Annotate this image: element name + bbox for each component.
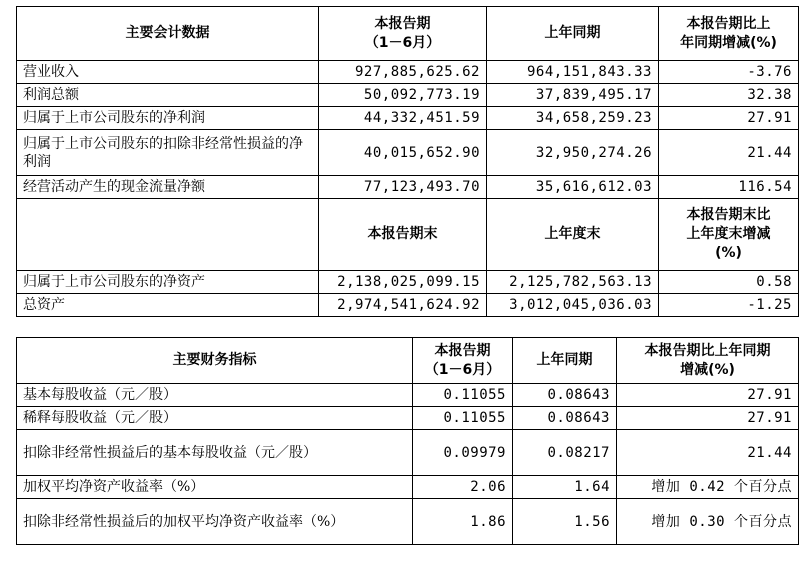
row-value: -1.25 bbox=[659, 294, 799, 317]
row-value: 0.08643 bbox=[513, 407, 617, 430]
subheader-cell: 上年度末 bbox=[487, 199, 659, 271]
row-value: 50,092,773.19 bbox=[319, 84, 487, 107]
row-value: 21.44 bbox=[659, 130, 799, 176]
table-row bbox=[17, 499, 799, 545]
subheader-row bbox=[17, 199, 799, 271]
subheader-cell bbox=[659, 199, 799, 271]
header-cell bbox=[659, 7, 799, 61]
header-row bbox=[17, 7, 799, 61]
row-value: 1.86 bbox=[413, 499, 513, 545]
row-value: 1.64 bbox=[513, 476, 617, 499]
row-value: 2,138,025,099.15 bbox=[319, 271, 487, 294]
row-value: 34,658,259.23 bbox=[487, 107, 659, 130]
row-value: 77,123,493.70 bbox=[319, 176, 487, 199]
row-value: 40,015,652.90 bbox=[319, 130, 487, 176]
row-value: 1.56 bbox=[513, 499, 617, 545]
row-value: 0.09979 bbox=[413, 430, 513, 476]
subheader-cell: 本报告期末 bbox=[319, 199, 487, 271]
row-value: 927,885,625.62 bbox=[319, 61, 487, 84]
row-label: 归属于上市公司股东的净利润 bbox=[17, 107, 319, 130]
header-cell bbox=[617, 338, 799, 384]
header-cell bbox=[319, 7, 487, 61]
row-value: 37,839,495.17 bbox=[487, 84, 659, 107]
row-label: 基本每股收益（元／股） bbox=[17, 384, 413, 407]
row-label: 扣除非经常性损益后的加权平均净资产收益率（%） bbox=[17, 499, 413, 545]
row-label: 经营活动产生的现金流量净额 bbox=[17, 176, 319, 199]
table-row bbox=[17, 84, 799, 107]
row-value: 32,950,274.26 bbox=[487, 130, 659, 176]
row-value: 964,151,843.33 bbox=[487, 61, 659, 84]
row-label: 总资产 bbox=[17, 294, 319, 317]
row-value: 35,616,612.03 bbox=[487, 176, 659, 199]
table-row bbox=[17, 130, 799, 176]
table-row bbox=[17, 61, 799, 84]
row-value: 3,012,045,036.03 bbox=[487, 294, 659, 317]
row-value: 0.58 bbox=[659, 271, 799, 294]
row-label: 加权平均净资产收益率（%） bbox=[17, 476, 413, 499]
row-label: 利润总额 bbox=[17, 84, 319, 107]
header-line: 本报告期比上 年同期增减(%) bbox=[680, 15, 777, 51]
table-row bbox=[17, 407, 799, 430]
header-line: 本报告期 （1－6月） bbox=[424, 342, 501, 378]
table-row bbox=[17, 476, 799, 499]
accounting-data-table bbox=[16, 6, 799, 317]
row-value: 2,125,782,563.13 bbox=[487, 271, 659, 294]
row-value: 2,974,541,624.92 bbox=[319, 294, 487, 317]
row-label: 归属于上市公司股东的扣除非经常性损益的净利润 bbox=[17, 130, 319, 176]
row-label: 稀释每股收益（元／股） bbox=[17, 407, 413, 430]
header-cell: 主要会计数据 bbox=[17, 7, 319, 61]
financial-indicators-table bbox=[16, 337, 799, 545]
header-row bbox=[17, 338, 799, 384]
header-line: 本报告期比上年同期 增减(%) bbox=[644, 342, 771, 378]
header-cell bbox=[413, 338, 513, 384]
row-label: 营业收入 bbox=[17, 61, 319, 84]
row-value: 2.06 bbox=[413, 476, 513, 499]
row-value: 27.91 bbox=[659, 107, 799, 130]
subheader-line: 本报告期末比 上年度末增减 (%) bbox=[686, 207, 771, 261]
row-value: 32.38 bbox=[659, 84, 799, 107]
table-row bbox=[17, 107, 799, 130]
row-value: 增加 0.42 个百分点 bbox=[617, 476, 799, 499]
header-cell: 主要财务指标 bbox=[17, 338, 413, 384]
row-value: 0.11055 bbox=[413, 384, 513, 407]
header-line: 本报告期 （1－6月） bbox=[364, 15, 441, 51]
row-value: 0.11055 bbox=[413, 407, 513, 430]
row-value: 27.91 bbox=[617, 384, 799, 407]
row-value: 44,332,451.59 bbox=[319, 107, 487, 130]
row-label: 归属于上市公司股东的净资产 bbox=[17, 271, 319, 294]
header-cell: 上年同期 bbox=[487, 7, 659, 61]
subheader-cell bbox=[17, 199, 319, 271]
table-row bbox=[17, 384, 799, 407]
row-value: -3.76 bbox=[659, 61, 799, 84]
row-value: 21.44 bbox=[617, 430, 799, 476]
table-row bbox=[17, 176, 799, 199]
row-value: 0.08643 bbox=[513, 384, 617, 407]
row-label: 扣除非经常性损益后的基本每股收益（元／股） bbox=[17, 430, 413, 476]
table-row bbox=[17, 294, 799, 317]
row-value: 116.54 bbox=[659, 176, 799, 199]
header-cell: 上年同期 bbox=[513, 338, 617, 384]
table-row bbox=[17, 430, 799, 476]
row-value: 增加 0.30 个百分点 bbox=[617, 499, 799, 545]
table-row bbox=[17, 271, 799, 294]
row-value: 27.91 bbox=[617, 407, 799, 430]
row-value: 0.08217 bbox=[513, 430, 617, 476]
